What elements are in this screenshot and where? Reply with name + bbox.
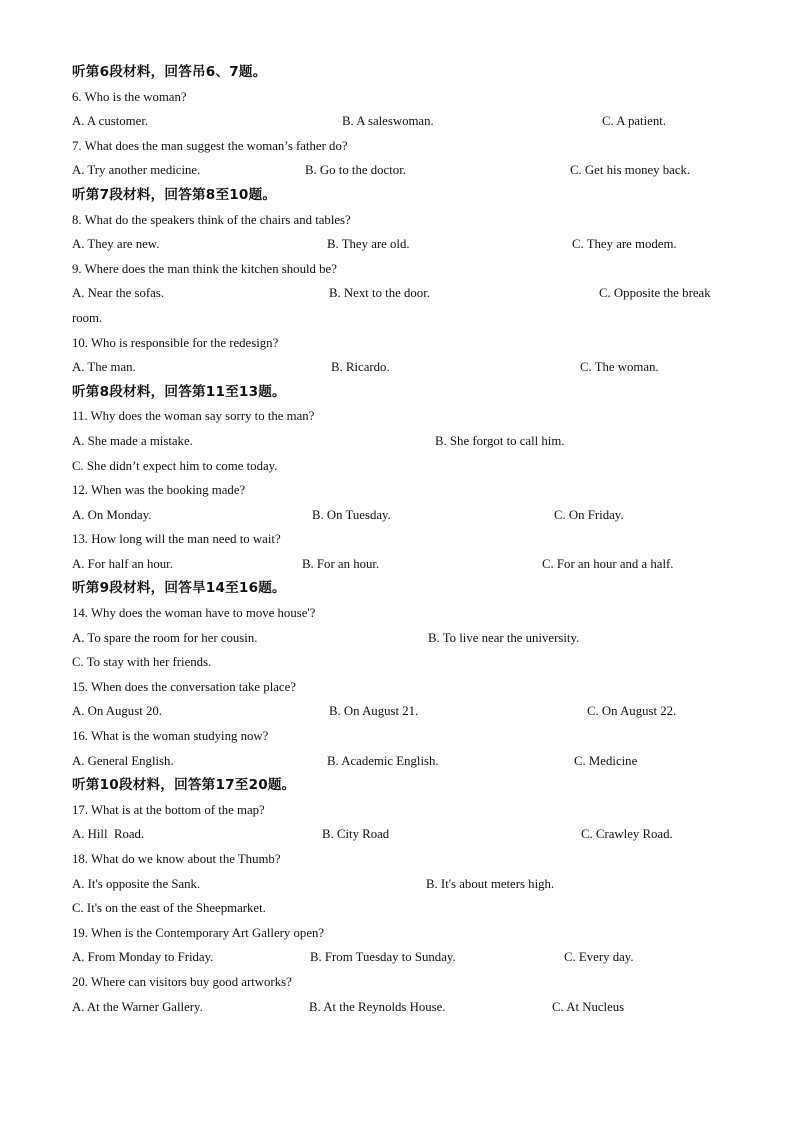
option-9-b: B. Next to the door.: [329, 286, 430, 301]
question-15: 15. When does the conversation take place?: [72, 679, 296, 694]
option-10-b: B. Ricardo.: [331, 360, 390, 375]
option-10-c: C. The woman.: [580, 360, 659, 375]
options-13: [72, 552, 732, 577]
option-9-c-continued: room.: [72, 310, 103, 325]
option-15-b: B. On August 21.: [329, 704, 419, 719]
option-13-c: C. For an hour and a half.: [542, 556, 674, 571]
question-8: 8. What do the speakers think of the chairs and tables?: [72, 212, 351, 227]
question-19: 19. When is the Contemporary Art Gallery open?: [72, 925, 325, 940]
option-11-c: C. She didn’t expect him to come today.: [72, 458, 278, 473]
options-17: [72, 822, 732, 847]
option-16-a: A. General English.: [72, 753, 174, 768]
option-18-a: A. It's opposite the Sank.: [72, 876, 201, 891]
option-13-a: A. For half an hour.: [72, 556, 173, 571]
options-20: [72, 995, 732, 1020]
option-8-a: A. They are new.: [72, 237, 160, 252]
question-13: 13. How long will the man need to wait?: [72, 532, 281, 547]
option-11-b: B. She forgot to call him.: [435, 433, 565, 448]
option-15-c: C. On August 22.: [587, 704, 677, 719]
options-11: [72, 429, 732, 454]
question-14: 14. Why does the woman have to move house'?: [72, 606, 316, 621]
section-heading-10: 听第10段材料，回答第17至20题。: [72, 777, 296, 794]
option-12-b: B. On Tuesday.: [312, 507, 391, 522]
option-16-c: C. Medicine: [574, 753, 638, 768]
option-17-b: B. City Road: [322, 827, 390, 842]
option-6-b: B. A saleswoman.: [342, 114, 434, 129]
question-16: 16. What is the woman studying now?: [72, 729, 269, 744]
options-14: [72, 626, 732, 651]
question-18: 18. What do we know about the Thumb?: [72, 852, 281, 866]
question-17: 17. What is at the bottom of the map?: [72, 802, 265, 817]
question-6: 6. Who is the woman?: [72, 89, 187, 104]
options-18: [72, 872, 732, 897]
option-13-b: B. For an hour.: [302, 556, 380, 571]
option-7-a: A. Try another medicine.: [72, 163, 201, 178]
option-16-b: B. Academic English.: [327, 753, 439, 768]
option-9-a: A. Near the sofas.: [72, 286, 165, 301]
options-7: [72, 158, 732, 183]
option-7-c: C. Get his money back.: [570, 163, 691, 178]
section-heading-7: 听第7段材料，回答第8至10题。: [72, 186, 277, 203]
option-17-c: C. Crawley Road.: [581, 827, 673, 842]
option-6-a: A. A customer.: [72, 114, 149, 129]
question-20: 20. Where can visitors buy good artworks?: [72, 974, 292, 989]
option-20-c: C. At Nucleus: [552, 999, 625, 1014]
option-18-b: B. It's about meters high.: [426, 876, 555, 891]
option-10-a: A. The man.: [72, 360, 136, 375]
option-12-a: A. On Monday.: [72, 507, 152, 522]
options-8: [72, 232, 732, 257]
options-6: [72, 109, 732, 134]
option-8-c: C. They are modem.: [572, 237, 677, 252]
option-6-c: C. A patient.: [602, 114, 666, 129]
question-10: 10. Who is responsible for the redesign?: [72, 335, 279, 350]
option-8-b: B. They are old.: [327, 237, 410, 252]
option-15-a: A. On August 20.: [72, 704, 162, 719]
option-19-b: B. From Tuesday to Sunday.: [310, 950, 456, 965]
options-12: [72, 503, 732, 528]
question-9: 9. Where does the man think the kitchen should be?: [72, 261, 337, 276]
question-12: 12. When was the booking made?: [72, 483, 246, 498]
option-7-b: B. Go to the doctor.: [305, 163, 406, 178]
option-11-a: A. She made a mistake.: [72, 433, 193, 448]
question-7: 7. What does the man suggest the woman’s father do?: [72, 138, 348, 153]
option-17-a: A. Hill Road.: [72, 827, 145, 842]
option-18-c: C. It's on the east of the Sheepmarket.: [72, 901, 266, 916]
question-11: 11. Why does the woman say sorry to the man?: [72, 409, 315, 424]
option-20-b: B. At the Reynolds House.: [309, 999, 446, 1014]
section-heading-6: 听第6段材料，回答吊6、7题。: [72, 64, 267, 80]
option-14-c: C. To stay with her friends.: [72, 655, 212, 670]
options-19: [72, 945, 732, 970]
section-heading-8: 听第8段材料，回答第11至13题。: [72, 383, 286, 400]
option-19-c: C. Every day.: [564, 950, 634, 965]
section-heading-9: 听第9段材料，回答旱14至16题。: [72, 580, 286, 597]
options-9: [72, 281, 732, 306]
options-16: [72, 749, 732, 774]
option-12-c: C. On Friday.: [554, 507, 624, 522]
options-10: [72, 355, 732, 380]
options-15: [72, 699, 732, 724]
exam-page: [72, 60, 732, 1019]
option-19-a: A. From Monday to Friday.: [72, 950, 214, 965]
option-14-b: B. To live near the university.: [428, 630, 580, 645]
option-9-c: C. Opposite the break: [599, 286, 711, 301]
option-20-a: A. At the Warner Gallery.: [72, 999, 203, 1014]
option-14-a: A. To spare the room for her cousin.: [72, 630, 258, 645]
